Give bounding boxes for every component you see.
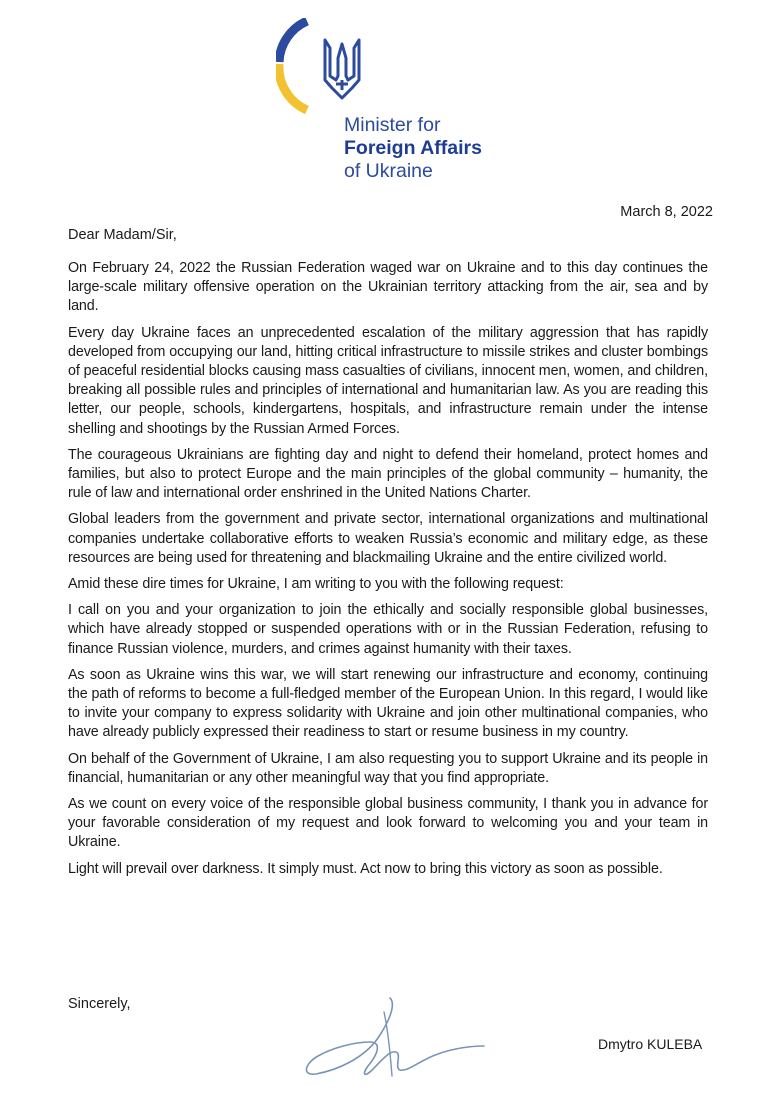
ukraine-trident-emblem-icon bbox=[276, 18, 376, 118]
ministry-line-2: Foreign Affairs bbox=[344, 137, 482, 159]
paragraph: As soon as Ukraine wins this war, we will start renewing our infrastructure and economy, continuing the path of reforms to become a full-fledged member of the European Union. In this regard, I would like to invite your company to express solidarity with Ukraine and join other multinational companies, who have already publicly expressed their readiness to start or resume business in my country. bbox=[68, 666, 708, 741]
paragraph: Global leaders from the government and private sector, international organizations and multinational companies undertake collaborative efforts to weaken Russia’s economic and military edge, as these resources are being used for threatening and blackmailing Ukraine and the entire civilized world. bbox=[68, 511, 708, 566]
paragraph: The courageous Ukrainians are fighting day and night to defend their homeland, protect homes and families, but also to protect Europe and the main principles of the global community – humanity, the rule of law and international order enshrined in the United Nations Charter. bbox=[68, 446, 708, 502]
paragraph: On behalf of the Government of Ukraine, I am also requesting you to support Ukraine and its people in financial, humanitarian or any other meaningful way that you find appropriate. bbox=[68, 750, 708, 786]
signatory-name: Dmytro KULEBA bbox=[598, 1036, 703, 1052]
salutation: Dear Madam/Sir, bbox=[68, 227, 177, 243]
ministry-line-3: of Ukraine bbox=[344, 160, 433, 182]
closing: Sincerely, bbox=[68, 996, 131, 1012]
paragraph: As we count on every voice of the responsible global business community, I thank you in advance for your favorable consideration of my request and look forward to welcoming you and your team in Ukraine. bbox=[68, 796, 708, 851]
paragraph: Every day Ukraine faces an unprecedented escalation of the military aggression that has rapidly developed from occupying our land, hitting critical infrastructure to missile strikes and cluster bombings of peaceful residential blocks causing mass casualties of civilians, innocent men, women, and children, breaking all possible rules and principles of international and humanitarian law. As you are reading this letter, our people, schools, kindergartens, hospitals, and infrastructure remain under the intense shelling and shootings by the Russian Armed Forces. bbox=[68, 324, 708, 437]
letter-body bbox=[68, 259, 708, 886]
ministry-line-1: Minister for bbox=[344, 114, 441, 136]
handwritten-signature-icon bbox=[298, 990, 488, 1090]
letter-date: March 8, 2022 bbox=[620, 204, 713, 220]
paragraph: On February 24, 2022 the Russian Federation waged war on Ukraine and to this day continues the large-scale military offensive operation on the Ukrainian territory attacking from the air, sea and by land. bbox=[68, 260, 708, 315]
paragraph: I call on you and your organization to join the ethically and socially responsible global businesses, which have already stopped or suspended operations with or in the Russian Federation, refusing to finance Russian violence, murders, and crimes against humanity with their taxes. bbox=[68, 602, 708, 657]
letterhead bbox=[276, 18, 506, 188]
ministry-name bbox=[344, 114, 482, 183]
paragraph: Light will prevail over darkness. It simply must. Act now to bring this victory as soon as possible. bbox=[68, 860, 663, 877]
paragraph: Amid these dire times for Ukraine, I am writing to you with the following request: bbox=[68, 576, 564, 593]
